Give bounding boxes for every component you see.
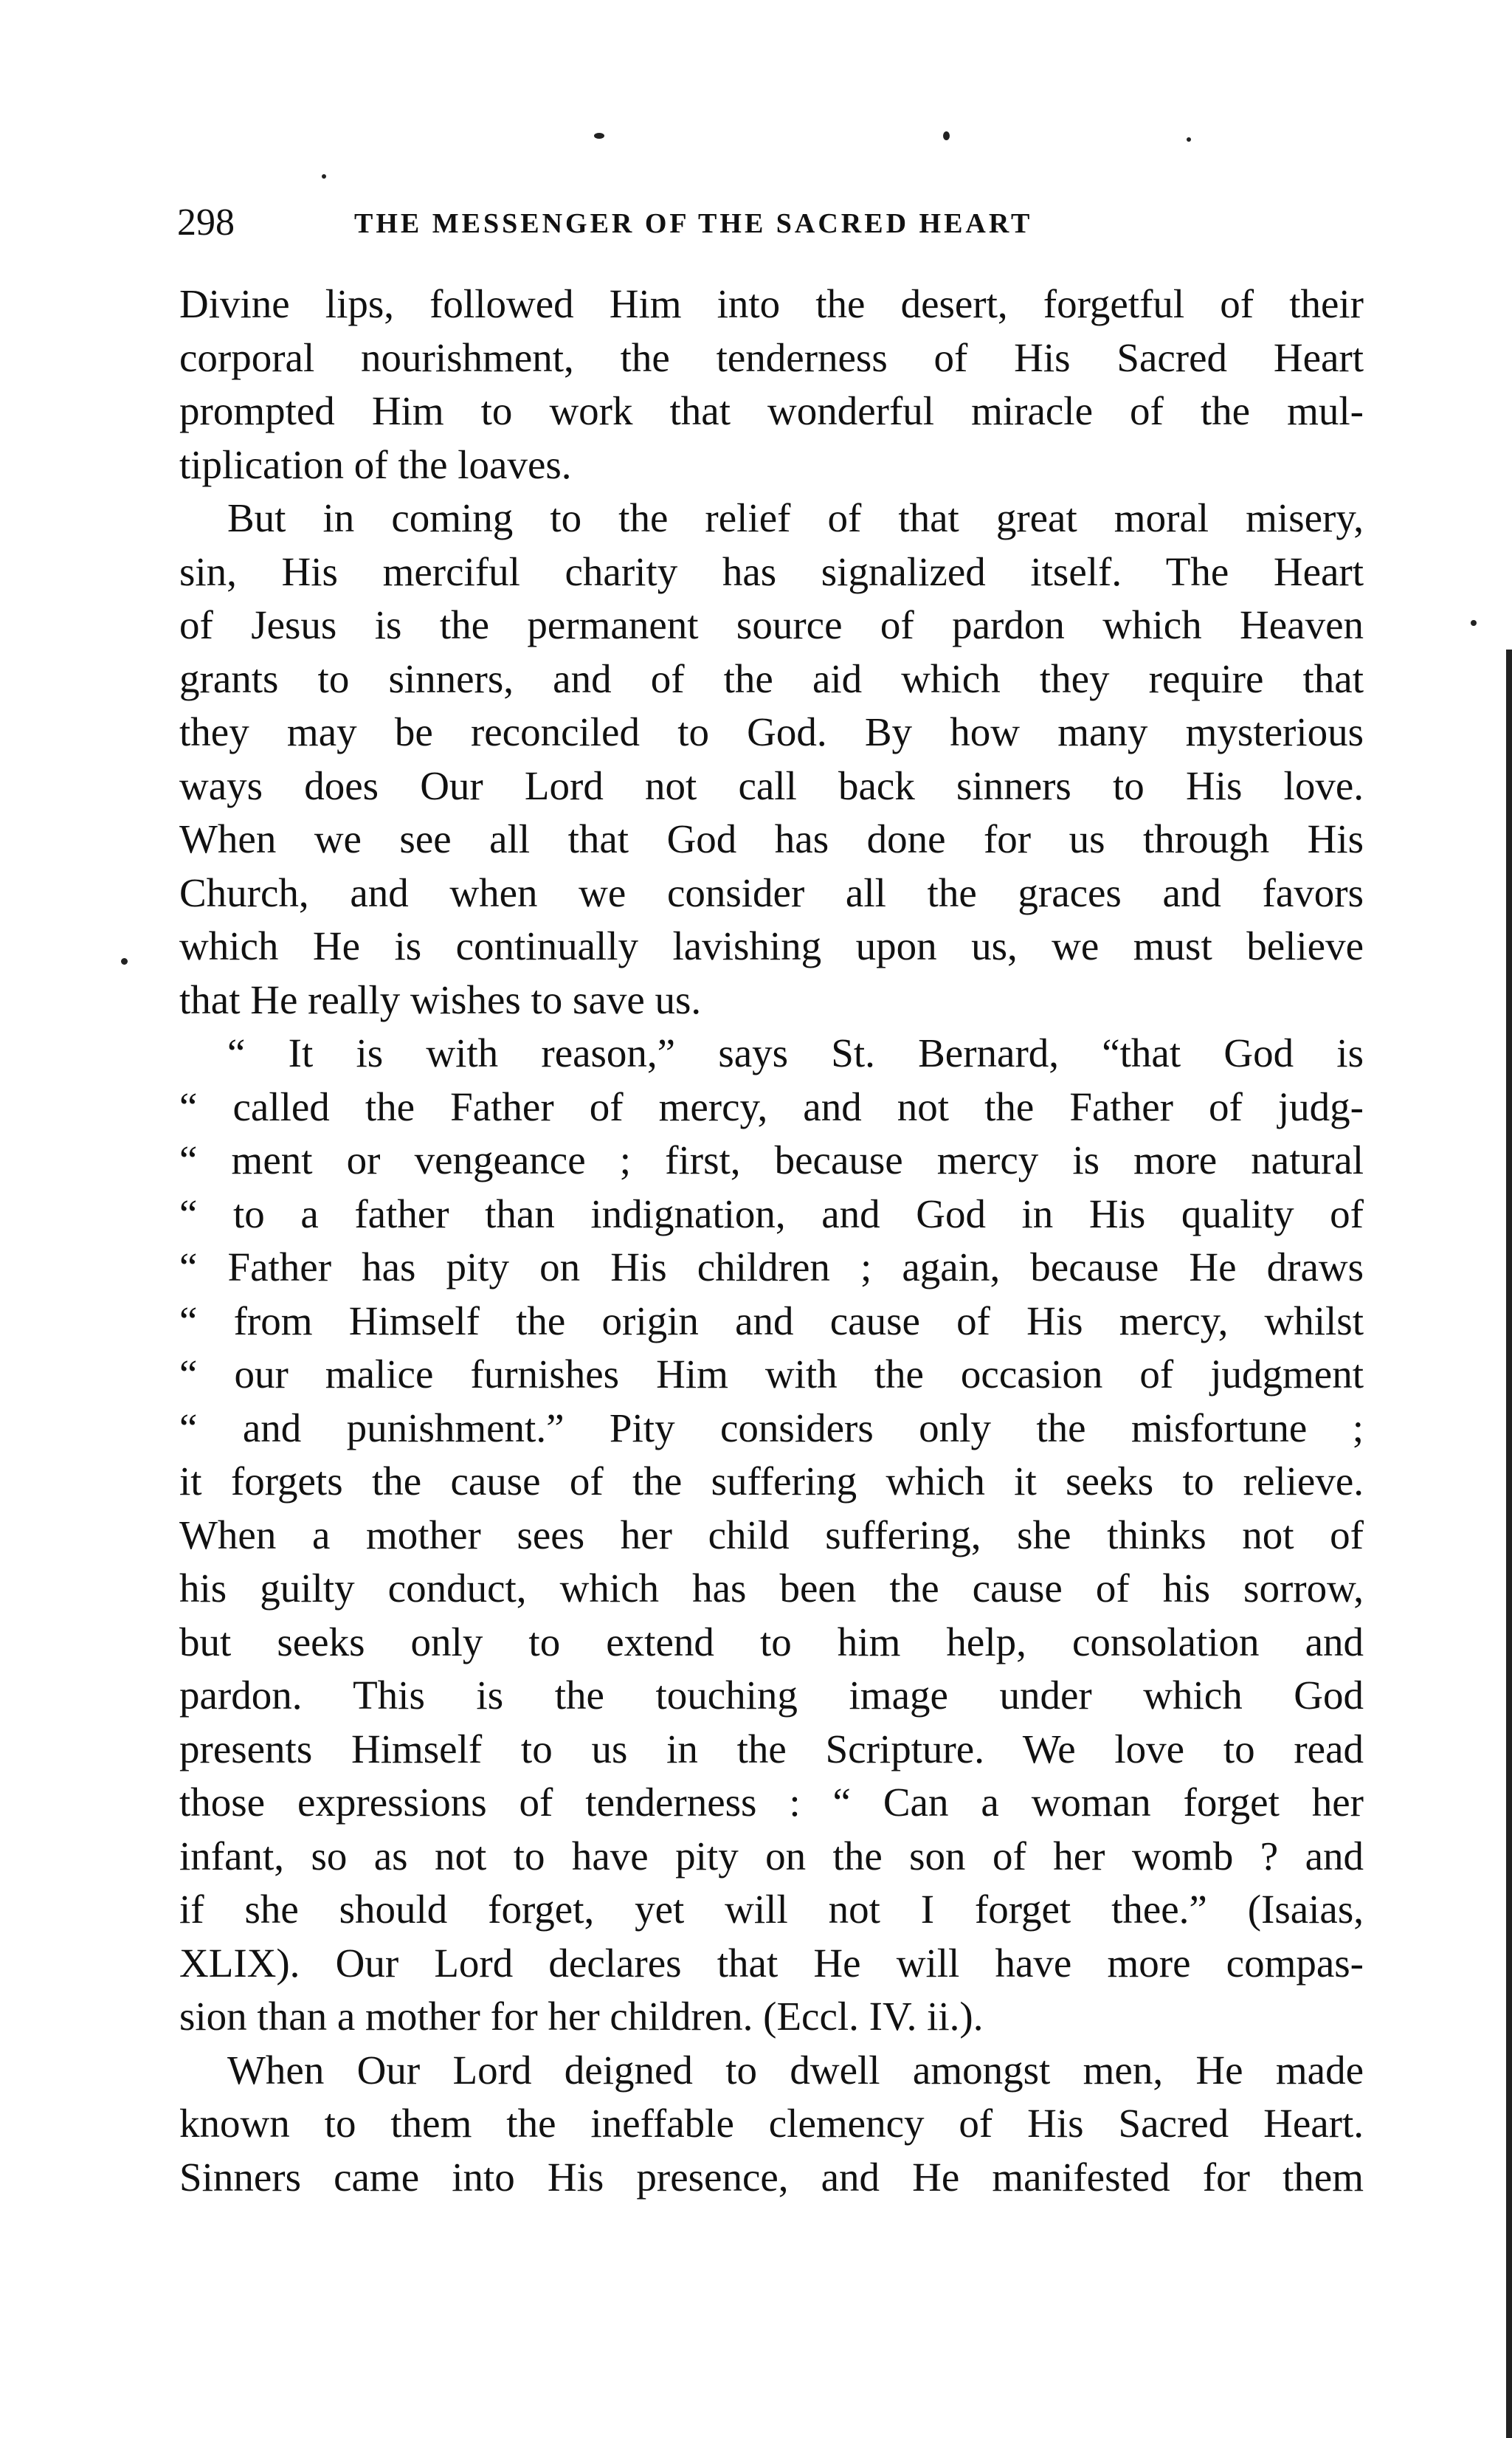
text-line: “ our malice furnishes Him with the occasion of judgment <box>179 1351 1364 1397</box>
scan-speck <box>121 958 128 965</box>
text-line: “ Father has pity on His children ; again, because He draws <box>179 1244 1364 1289</box>
text-line: “ It is with reason,” says St. Bernard, “that God is <box>227 1030 1364 1075</box>
scan-speck <box>594 133 604 139</box>
text-line: known to them the ineffable clemency of His Sacred Heart. <box>179 2101 1364 2146</box>
text-line: When Our Lord deigned to dwell amongst men, He made <box>227 2047 1364 2093</box>
text-line: sin, His merciful charity has signalized itself. The Heart <box>179 548 1364 594</box>
text-line: tiplication of the loaves. <box>179 441 572 487</box>
scan-speck <box>1471 620 1477 626</box>
text-line: it forgets the cause of the suffering which it seeks to relieve. <box>179 1459 1364 1504</box>
text-line: his guilty conduct, which has been the cause of his sorrow, <box>179 1566 1364 1611</box>
text-line: XLIX). Our Lord declares that He will have more compas- <box>179 1940 1364 1986</box>
text-line: ways does Our Lord not call back sinners to His love. <box>179 762 1364 808</box>
text-line: pardon. This is the touching image under which God <box>179 1673 1364 1718</box>
text-line: which He is continually lavishing upon us, we must believe <box>179 923 1364 968</box>
running-head: THE MESSENGER OF THE SACRED HEART <box>354 208 1033 239</box>
text-line: “ to a father than indignation, and God in His quality of <box>179 1191 1364 1236</box>
text-line: “ from Himself the origin and cause of His mercy, whilst <box>179 1298 1364 1343</box>
scan-speck <box>943 131 950 140</box>
text-line: that He really wishes to save us. <box>179 977 702 1022</box>
text-line: those expressions of tenderness : “ Can a woman forget her <box>179 1780 1364 1825</box>
text-line: “ ment or vengeance ; first, because mercy is more natural <box>179 1137 1364 1182</box>
text-line: but seeks only to extend to him help, consolation and <box>179 1619 1364 1664</box>
text-line: Sinners came into His presence, and He manifested for them <box>179 2154 1364 2200</box>
text-line: prompted Him to work that wonderful miracle of the mul- <box>179 388 1364 433</box>
text-line: “ and punishment.” Pity considers only the misfortune ; <box>179 1405 1364 1450</box>
scan-speck <box>322 174 326 179</box>
text-line: But in coming to the relief of that great moral misery, <box>227 495 1364 540</box>
text-line: infant, so as not to have pity on the son of her womb ? and <box>179 1833 1364 1879</box>
text-line: Divine lips, followed Him into the desert, forgetful of their <box>179 281 1364 326</box>
scan-speck <box>1187 137 1191 142</box>
text-line: corporal nourishment, the tenderness of His Sacred Heart <box>179 334 1364 380</box>
text-line: if she should forget, yet will not I forget thee.” (Isaias, <box>179 1887 1364 1932</box>
page-edge-shadow <box>1506 650 1512 2438</box>
page-number: 298 <box>177 202 235 244</box>
text-line: When a mother sees her child suffering, she thinks not of <box>179 1512 1364 1557</box>
text-line: sion than a mother for her children. (Eccl. IV. ii.). <box>179 1994 984 2039</box>
text-line: grants to sinners, and of the aid which they require that <box>179 655 1364 701</box>
text-line: Church, and when we consider all the graces and favors <box>179 870 1364 915</box>
page-header <box>177 201 1210 245</box>
body-text <box>179 278 1364 2204</box>
text-line: “ called the Father of mercy, and not the Father of judg- <box>179 1084 1364 1129</box>
text-line: When we see all that God has done for us through His <box>179 816 1364 861</box>
text-line: presents Himself to us in the Scripture. We love to read <box>179 1726 1364 1771</box>
text-line: of Jesus is the permanent source of pardon which Heaven <box>179 602 1364 647</box>
text-line: they may be reconciled to God. By how many mysterious <box>179 709 1364 754</box>
